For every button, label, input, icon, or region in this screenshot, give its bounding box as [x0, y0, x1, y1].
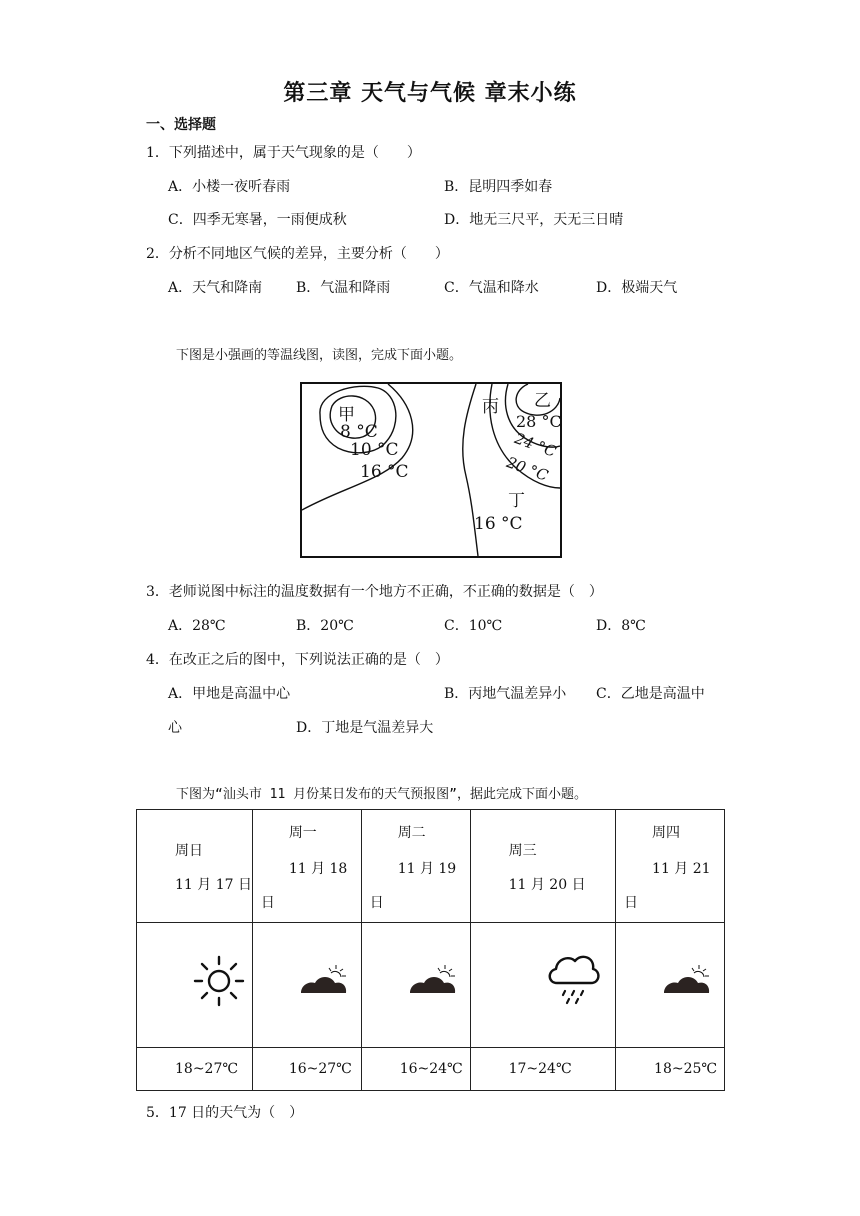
forecast-temp-cell: [137, 1048, 253, 1091]
question-4-stem: 4．在改正之后的图中，下列说法正确的是（ ）: [146, 652, 449, 668]
forecast-day-cell: [361, 810, 470, 923]
forecast-icon-cell: [361, 923, 470, 1048]
question-1-option-d[interactable]: D．地无三尺平，天无三日晴: [444, 212, 624, 228]
forecast-day-cell: [470, 810, 615, 923]
day-name: 周一: [288, 825, 317, 841]
question-2-option-d[interactable]: D．极端天气: [596, 280, 678, 296]
temp-range: 17~24℃: [508, 1061, 572, 1077]
temp-range: 18~25℃: [654, 1061, 718, 1077]
section-heading: 一、选择题: [146, 117, 216, 133]
cloud-sun-icon: [408, 965, 458, 995]
forecast-icon-cell: [137, 923, 253, 1048]
sun-icon: [193, 955, 245, 1007]
forecast-date-row: [137, 810, 725, 923]
day-date: 11 月 17 日: [175, 877, 252, 893]
question-4-option-c-cont: 心: [168, 720, 182, 736]
forecast-temp-cell: [470, 1048, 615, 1091]
map-label-24c: 24 °C: [512, 429, 559, 461]
forecast-temp-cell: [361, 1048, 470, 1091]
day-date-cont: 日: [260, 895, 275, 911]
map-label-16c-left: 16 °C: [360, 462, 409, 482]
map-intro: 下图是小强画的等温线图，读图，完成下面小题。: [176, 348, 463, 363]
temp-range: 16~27℃: [288, 1061, 352, 1077]
map-label-yi: 乙: [534, 391, 551, 411]
question-3-option-c[interactable]: C．10℃: [444, 618, 503, 634]
question-2-option-a[interactable]: A．天气和降南: [168, 280, 263, 296]
temp-range: 16~24℃: [399, 1061, 463, 1077]
forecast-day-cell: [252, 810, 361, 923]
question-3-option-d[interactable]: D．8℃: [596, 618, 646, 634]
forecast-icon-cell: [252, 923, 361, 1048]
day-date-cont: 日: [624, 895, 639, 911]
question-1-stem: 1．下列描述中，属于天气现象的是（ ）: [146, 145, 421, 161]
forecast-temp-row: [137, 1048, 725, 1091]
cloud-sun-icon: [299, 965, 349, 995]
question-3-stem: 3．老师说图中标注的温度数据有一个地方不正确，不正确的数据是（ ）: [146, 584, 603, 600]
map-label-ding: 丁: [508, 491, 525, 511]
forecast-temp-cell: [616, 1048, 725, 1091]
day-name: 周日: [175, 843, 203, 859]
map-label-bing: 丙: [482, 397, 499, 417]
forecast-temp-cell: [252, 1048, 361, 1091]
day-name: 周三: [508, 843, 537, 859]
day-date: 11 月 19: [397, 861, 457, 877]
map-label-8c: 8 °C: [340, 422, 378, 442]
map-label-jia: 甲: [338, 405, 355, 425]
question-4-option-b[interactable]: B．丙地气温差异小: [444, 686, 567, 702]
rain-cloud-icon: [545, 951, 601, 1009]
day-date: 11 月 18: [288, 861, 348, 877]
forecast-intro: 下图为“汕头市 11 月份某日发布的天气预报图”，据此完成下面小题。: [176, 787, 587, 802]
forecast-day-cell: [137, 810, 253, 923]
question-1-option-b[interactable]: B．昆明四季如春: [444, 179, 553, 195]
question-4-option-d[interactable]: D．丁地是气温差异大: [296, 720, 434, 736]
day-date: 11 月 20 日: [508, 877, 586, 893]
cloud-sun-icon: [662, 965, 712, 995]
question-2-option-c[interactable]: C．气温和降水: [444, 280, 539, 296]
map-label-20c: 20 °C: [504, 453, 551, 485]
question-3-option-b[interactable]: B．20℃: [296, 618, 354, 634]
forecast-icon-row: [137, 923, 725, 1048]
question-3-option-a[interactable]: A．28℃: [168, 618, 226, 634]
map-label-28c: 28 °C: [516, 412, 562, 431]
day-date-cont: 日: [369, 895, 384, 911]
forecast-day-cell: [616, 810, 725, 923]
forecast-table: [136, 809, 725, 1091]
question-4-option-a[interactable]: A．甲地是高温中心: [168, 686, 291, 702]
question-2-stem: 2．分析不同地区气候的差异，主要分析（ ）: [146, 246, 449, 262]
forecast-icon-cell: [616, 923, 725, 1048]
question-1-option-a[interactable]: A．小楼一夜听春雨: [168, 179, 291, 195]
isotherm-map: [300, 382, 562, 558]
question-4-option-c[interactable]: C．乙地是高温中: [596, 686, 705, 702]
day-date: 11 月 21: [652, 861, 711, 877]
map-label-16c-right: 16 °C: [474, 514, 523, 534]
temp-range: 18~27℃: [175, 1061, 239, 1077]
map-label-10c: 10 °C: [350, 440, 399, 460]
day-name: 周二: [397, 825, 426, 841]
question-5-stem: 5．17 日的天气为（ ）: [146, 1105, 304, 1121]
day-name: 周四: [652, 825, 681, 841]
question-1-option-c[interactable]: C．四季无寒暑，一雨便成秋: [168, 212, 347, 228]
question-2-option-b[interactable]: B．气温和降雨: [296, 280, 391, 296]
page-title: 第三章 天气与气候 章末小练: [283, 81, 577, 106]
forecast-icon-cell: [470, 923, 615, 1048]
